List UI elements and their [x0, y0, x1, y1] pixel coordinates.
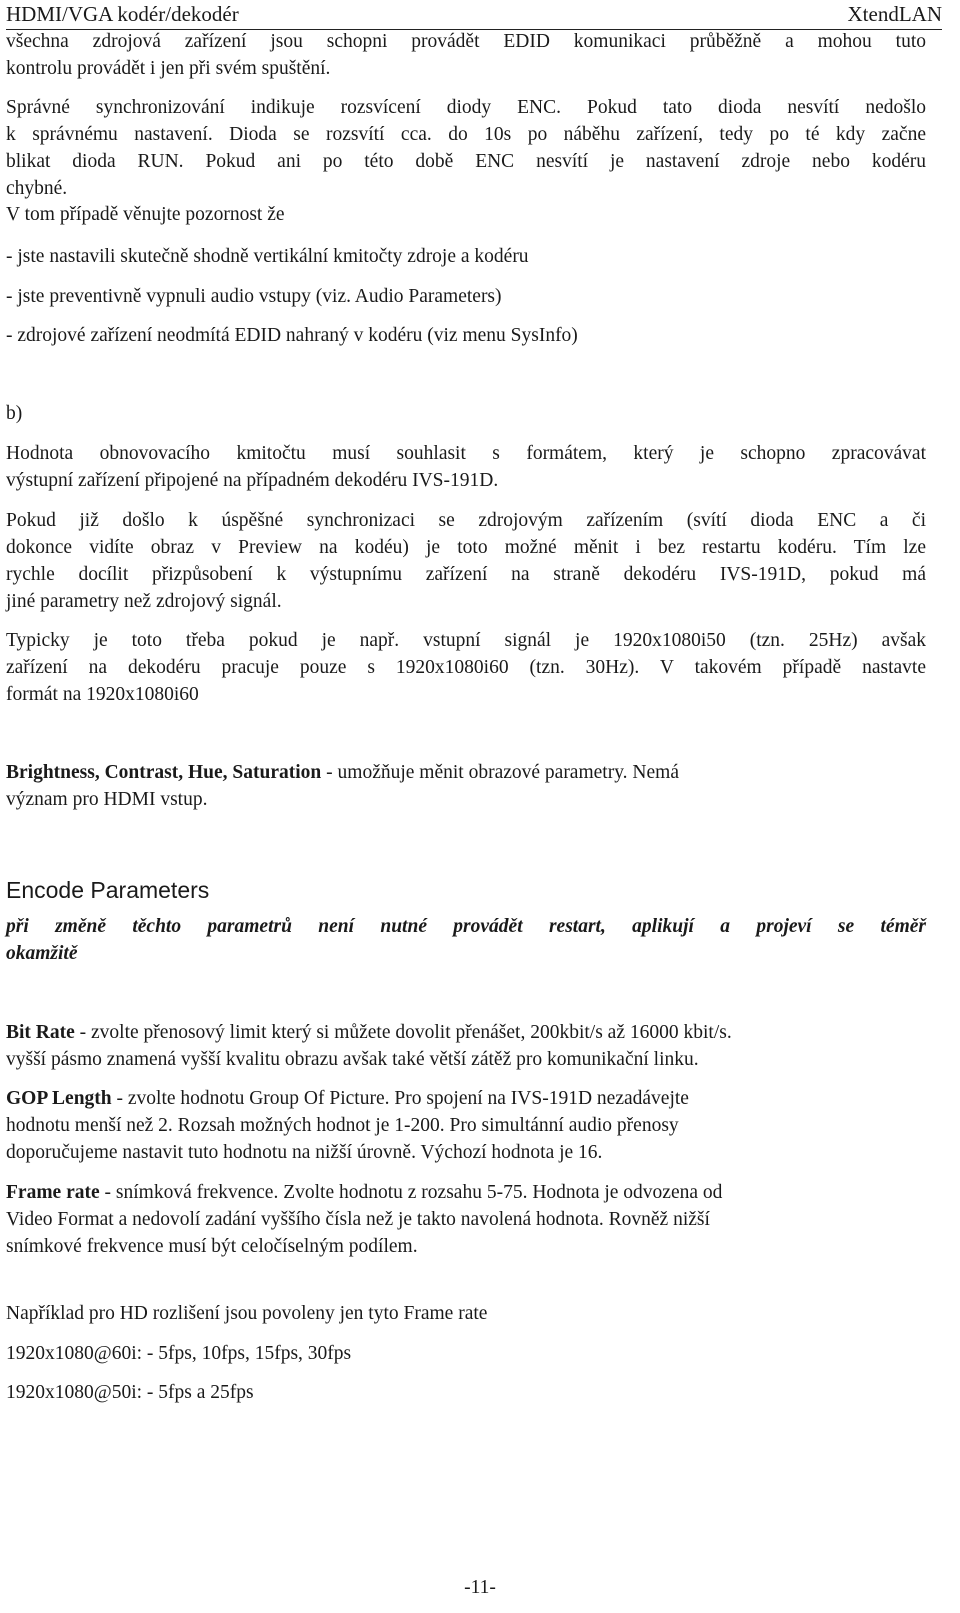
section-b-p1-line-2: výstupní zařízení připojené na případném dekodéru IVS-191D.	[6, 470, 499, 491]
sync-line-2: k správnému nastavení. Dioda se rozsvítí cca. do 10s po náběhu zařízení, tedy po té kdy začne	[6, 124, 926, 145]
section-b-p3-line-2: zařízení na dekodéru pracuje pouze s 1920x1080i60 (tzn. 30Hz). V takovém případě nastavte	[6, 657, 926, 678]
section-heading: Encode Parameters	[6, 877, 210, 903]
header-title: HDMI/VGA kodér/dekodér	[6, 2, 239, 26]
encode-note-line-2: okamžitě	[6, 943, 78, 964]
sync-line-1: Správné synchronizování indikuje rozsvícení diody ENC. Pokud tato dioda nesvítí nedošlo	[6, 97, 926, 118]
framerate-line-3: snímkové frekvence musí být celočíselným podílem.	[6, 1236, 418, 1257]
framerate-text: - snímková frekvence. Zvolte hodnotu z rozsahu 5-75. Hodnota je odvozena od	[99, 1182, 723, 1203]
framerate-line-1	[6, 1179, 722, 1206]
bchs-line-1	[6, 759, 679, 786]
gop-line-1	[6, 1085, 689, 1112]
sync-line-4: chybné.	[6, 178, 68, 199]
header-brand: XtendLAN	[847, 2, 942, 26]
section-b-p2-line-1: Pokud již došlo k úspěšné synchronizaci se zdrojovým zařízením (svítí dioda ENC a či	[6, 510, 926, 531]
gop-line-3: doporučujeme nastavit tuto hodnotu na nižší úrovně. Výchozí hodnota je 16.	[6, 1142, 603, 1163]
checklist-item-1: - jste nastavili skutečně shodně vertikální kmitočty zdroje a kodéru	[6, 246, 529, 267]
page-number: -11-	[464, 1577, 496, 1598]
section-b-p2-line-3: rychle docílit přizpůsobení k výstupnímu zařízení na straně dekodéru IVS-191D, pokud má	[6, 564, 926, 585]
gop-text: - zvolte hodnotu Group Of Picture. Pro spojení na IVS-191D nezadávejte	[111, 1088, 689, 1109]
bitrate-line-2: vyšší pásmo znamená vyšší kvalitu obrazu avšak také větší zátěž pro komunikační linku.	[6, 1049, 699, 1070]
bchs-text: - umožňuje měnit obrazové parametry. Nemá	[321, 762, 679, 783]
bitrate-line-1	[6, 1019, 732, 1046]
section-b-p3-line-3: formát na 1920x1080i60	[6, 684, 199, 705]
framerate-line-2: Video Format a nedovolí zadání vyššího čísla než je takto navolená hodnota. Rovněž nižší	[6, 1209, 710, 1230]
intro-line-1: všechna zdrojová zařízení jsou schopni provádět EDID komunikaci průběžně a mohou tuto	[6, 31, 926, 52]
sync-line-5: V tom případě věnujte pozornost že	[6, 204, 285, 225]
bchs-line-2: význam pro HDMI vstup.	[6, 789, 208, 810]
section-b-p1-line-1: Hodnota obnovovacího kmitočtu musí souhlasit s formátem, který je schopno zpracovávat	[6, 443, 926, 464]
encode-note-line-1: při změně těchto parametrů není nutné provádět restart, aplikují a projeví se téměř	[6, 916, 926, 937]
section-b-p2-line-2: dokonce vidíte obraz v Preview na kodéu) je toto možné měnit i bez restartu kodéru. Tím lze	[6, 537, 926, 558]
gop-line-2: hodnotu menší než 2. Rozsah možných hodnot je 1-200. Pro simultánní audio přenosy	[6, 1115, 679, 1136]
framerate-term: Frame rate	[6, 1182, 100, 1203]
examples-row-60i: 1920x1080@60i: - 5fps, 10fps, 15fps, 30fps	[6, 1343, 352, 1364]
section-b-p3-line-1: Typicky je toto třeba pokud je např. vstupní signál je 1920x1080i50 (tzn. 25Hz) avšak	[6, 630, 926, 651]
examples-intro: Například pro HD rozlišení jsou povoleny jen tyto Frame rate	[6, 1303, 488, 1324]
page-header	[6, 0, 942, 30]
sync-line-3: blikat dioda RUN. Pokud ani po této době ENC nesvítí je nastavení zdroje nebo kodéru	[6, 151, 926, 172]
section-b-p2-line-4: jiné parametry než zdrojový signál.	[6, 591, 282, 612]
gop-term: GOP Length	[6, 1088, 112, 1109]
bitrate-text: - zvolte přenosový limit který si můžete dovolit přenášet, 200kbit/s až 16000 kbit/s.	[74, 1022, 732, 1043]
examples-row-50i: 1920x1080@50i: - 5fps a 25fps	[6, 1382, 254, 1403]
checklist-item-2: - jste preventivně vypnuli audio vstupy (viz. Audio Parameters)	[6, 286, 502, 307]
intro-line-2: kontrolu provádět i jen při svém spuštění.	[6, 58, 331, 79]
bitrate-term: Bit Rate	[6, 1022, 75, 1043]
checklist-item-3: - zdrojové zařízení neodmítá EDID nahraný v kodéru (viz menu SysInfo)	[6, 325, 578, 346]
section-b-label: b)	[6, 403, 23, 424]
bchs-term: Brightness, Contrast, Hue, Saturation	[6, 762, 322, 783]
